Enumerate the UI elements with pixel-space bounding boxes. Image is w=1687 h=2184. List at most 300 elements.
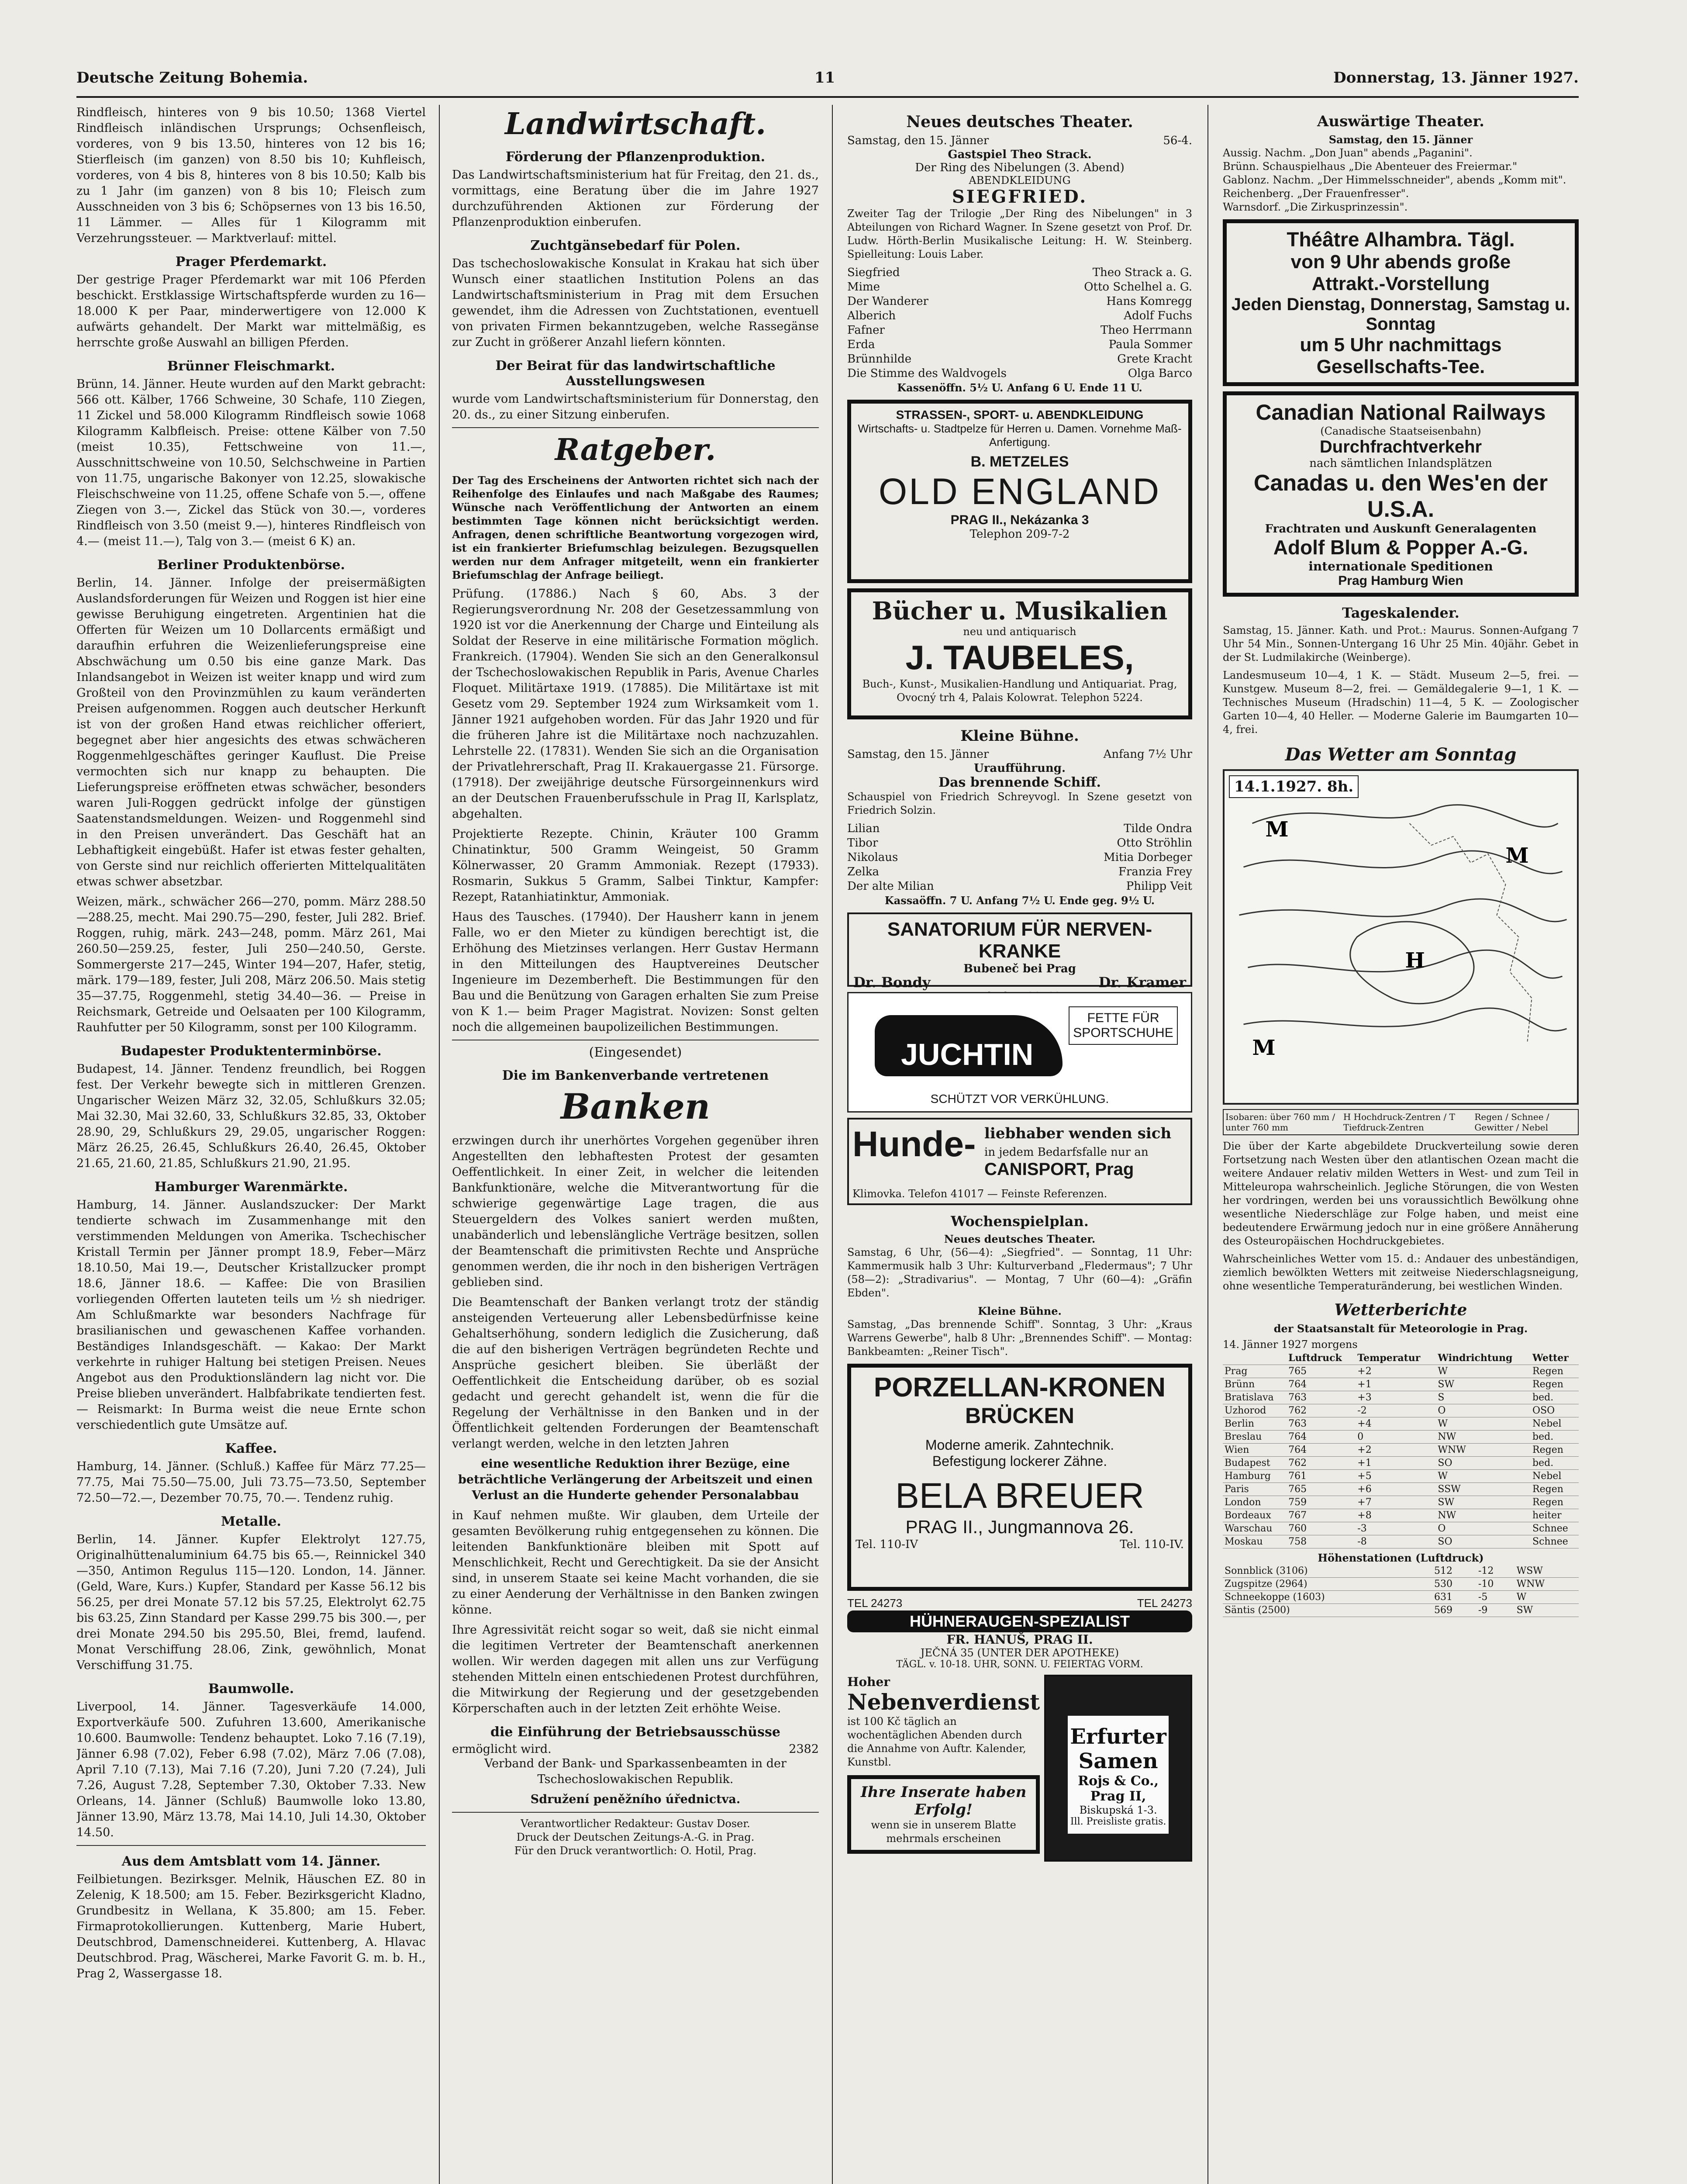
actor-name: Mitia Dorbeger xyxy=(1104,851,1192,864)
table-cell: 762 xyxy=(1287,1404,1356,1417)
weather-text: Die über der Karte abgebildete Druckverteilung sowie deren Fortsetzung nach Westen über den atlantischen Ozean macht die weitere Andauer relativ milden Wetters in West- und zum Teil in Mitteleuropa wahrscheinlich. Jegliche Störungen, die von Westen her vordringen, werden bei uns voraussichtlich Bewölkung ohne wesentliche Niederschläge zur Folge haben, und meist eine bedeutendere Erwärmung jedoch nur in eine größere Annäherung des Osteuropäischen Hochdruckgebietes. xyxy=(1223,1140,1579,1247)
ad-text: FETTE FÜR SPORTSCHUHE xyxy=(1069,1006,1178,1045)
table-row xyxy=(1223,1578,1579,1591)
table-row xyxy=(1223,1470,1579,1483)
table-cell: SW xyxy=(1515,1604,1579,1617)
ad-phone: Telephon 209-7-2 xyxy=(969,528,1070,541)
article-text: Das Landwirtschaftsministerium hat für Freitag, den 21. ds., vormittags, eine Beratung über die im Jahre 1927 durchzuführenden Aktionen zur Förderung der Pflanzenproduktion einberufen. xyxy=(452,168,819,229)
article-text: Landesmuseum 10—4, 1 K. — Städt. Museum 2—5, frei. — Kunstgew. Museum 8—2, frei. — Gemäldegalerie 9—1, 1 K. — Technisches Museum (Hradschin) 11—4, 5 K. — Zoologischer Garten 10—4, 40 Heller. — Moderne Galerie im Baumgarten 10—4, frei. xyxy=(1223,669,1579,736)
signature: Verband der Bank- und Sparkassenbeamten in der Tschechoslowakischen Republik. xyxy=(484,1757,787,1786)
actor-name: Adolf Fuchs xyxy=(1124,309,1192,322)
subheading: der Staatsanstalt für Meteorologie in Prag. xyxy=(1273,1322,1528,1335)
ad-number: 2382 xyxy=(789,1742,819,1756)
ad-text: Ihre Inserate haben Erfolg! xyxy=(860,1783,1027,1818)
doctor-name: Dr. Kramer xyxy=(1098,974,1186,991)
ad-text: Buch-, Kunst-, Musikalien-Handlung und Antiquariat. Prag, Ovocný trh 4, Palais Kolowrat. Telephon 5224. xyxy=(862,678,1177,704)
weather-table xyxy=(1223,1351,1579,1548)
section-heading: Baumwolle. xyxy=(208,1681,294,1697)
table-cell: 569 xyxy=(1432,1604,1477,1617)
box-office-times: Kassaöffn. 7 U. Anfang 7½ U. Ende geg. 9½ U. xyxy=(884,894,1155,907)
cast-row xyxy=(847,366,1192,381)
ad-text: um 5 Uhr nachmittags xyxy=(1300,334,1502,356)
table-cell: bed. xyxy=(1531,1457,1579,1470)
section-heading: Das Wetter am Sonntag xyxy=(1285,744,1517,765)
table-cell: Brünn xyxy=(1223,1378,1287,1391)
table-header-cell xyxy=(1223,1351,1287,1365)
subheading: Neues deutsches Theater. xyxy=(944,1233,1096,1245)
table-cell: S xyxy=(1436,1391,1531,1404)
legend-symbols: Regen / Schnee / Gewitter / Nebel xyxy=(1474,1112,1549,1133)
closing-text: ermöglicht wird. xyxy=(452,1742,552,1756)
ad-brand: JUCHTIN xyxy=(901,1037,1034,1071)
role-name: Fafner xyxy=(847,324,885,337)
guest-performance: Gastspiel Theo Strack. xyxy=(948,148,1092,161)
table-cell: +1 xyxy=(1356,1457,1436,1470)
ad-phone: Tel. 110-IV. xyxy=(1120,1538,1184,1551)
table-cell: SW xyxy=(1436,1496,1531,1509)
ad-brand: OLD ENGLAND xyxy=(878,471,1161,512)
table-row xyxy=(1223,1604,1579,1617)
table-cell: bed. xyxy=(1531,1431,1579,1444)
table-cell: WNW xyxy=(1515,1578,1579,1591)
ad-text: Moderne amerik. Zahntechnik. xyxy=(925,1437,1114,1453)
show-time: Anfang 7½ Uhr xyxy=(1103,748,1192,761)
map-date: 14.1.1927. 8h. xyxy=(1229,775,1359,798)
role-name: Die Stimme des Waldvogels xyxy=(847,367,1007,380)
ad-brand: Théâtre Alhambra. Tägl. xyxy=(1287,228,1515,251)
table-cell: -8 xyxy=(1356,1535,1436,1548)
table-row xyxy=(1223,1565,1579,1578)
ad-text: STRASSEN-, SPORT- u. ABENDKLEIDUNG xyxy=(896,408,1144,422)
cast-row xyxy=(847,294,1192,309)
ad-text: JEČNÁ 35 (UNTER DER APOTHEKE) xyxy=(920,1647,1119,1659)
table-cell: heiter xyxy=(1531,1509,1579,1522)
table-cell: +1 xyxy=(1356,1378,1436,1391)
cast-row xyxy=(847,879,1192,894)
ad-text: TÄGL. v. 10-18. UHR, SONN. U. FEIERTAG VORM. xyxy=(896,1659,1143,1670)
actor-name: Paula Sommer xyxy=(1108,338,1192,351)
ad-text: Wirtschafts- u. Stadtpelze für Herren u. Damen. Vornehme Maß-Anfertigung. xyxy=(858,422,1182,449)
article-emphasis: eine wesentliche Reduktion ihrer Bezüge, eine beträchtliche Verlängerung der Arbeitszeit und einen Verlust an die Hunderte gehender Personalabbau xyxy=(458,1457,813,1502)
svg-text:M: M xyxy=(1505,843,1529,868)
table-cell: SO xyxy=(1436,1457,1531,1470)
section-heading: Aus dem Amtsblatt vom 14. Jänner. xyxy=(121,1854,381,1869)
show-date: Samstag, den 15. Jänner xyxy=(1328,133,1473,146)
ad-doctors xyxy=(853,975,1186,990)
column-rule xyxy=(1207,105,1208,2184)
ad-text: Bubeneč bei Prag xyxy=(963,962,1076,975)
table-header-cell: Temperatur xyxy=(1356,1351,1436,1365)
ad-inserate xyxy=(847,1775,1040,1854)
ad-huehneraugen xyxy=(847,1596,1192,1670)
table-cell: Schnee xyxy=(1531,1535,1579,1548)
table-row xyxy=(1223,1522,1579,1535)
svg-text:H: H xyxy=(1405,948,1425,973)
section-heading: Kleine Bühne. xyxy=(960,727,1079,745)
ad-phones xyxy=(847,1596,1192,1610)
ad-nebenverdienst xyxy=(847,1675,1040,1862)
svg-text:M: M xyxy=(1252,1036,1276,1060)
role-name: Nikolaus xyxy=(847,851,898,864)
cast-row xyxy=(847,309,1192,323)
ad-text: Befestigung lockerer Zähne. xyxy=(932,1453,1107,1469)
cast-row xyxy=(847,266,1192,280)
closing-line xyxy=(452,1742,819,1756)
table-cell: 631 xyxy=(1432,1591,1477,1604)
table-cell: Regen xyxy=(1531,1496,1579,1509)
table-cell: Schneekoppe (1603) xyxy=(1223,1591,1432,1604)
table-cell: 764 xyxy=(1287,1444,1356,1457)
weather-forecast: Wahrscheinliches Wetter vom 15. d.: Andauer des unbeständigen, ziemlich bewölkten Wetters mit zeitweise Niederschlagsneigung, ohne wesentliche Temperaturänderung, bei westlichen Winden. xyxy=(1223,1253,1579,1292)
article-text: Der gestrige Prager Pferdemarkt war mit 106 Pferden beschickt. Erstklassige Wirtschaftspferde wurden zu 16—18.000 K per Paar, minderwertigere von 12.000 K aufwärts gehandelt. Der Markt war mittelmäßig, es herrschte große Auswahl an billigen Pferden. xyxy=(76,273,426,349)
article-text: Projektierte Rezepte. Chinin, Kräuter 100 Gramm Chinatinktur, 500 Gramm Weingeist, 50 Gramm Kölnerwasser, 20 Gramm Ammoniak. Rezept (17933). Rosmarin, Sukkus 5 Gramm, Salbei Tinktur, Kampfer: Rezept, Ratanhiatinktur, Ammoniak. xyxy=(452,827,819,904)
actor-name: Theo Strack a. G. xyxy=(1092,266,1192,279)
table-cell: WSW xyxy=(1515,1565,1579,1578)
table-cell: +8 xyxy=(1356,1509,1436,1522)
cast-row xyxy=(847,836,1192,850)
section-title: Banken xyxy=(560,1086,711,1127)
section-heading: Berliner Produktenbörse. xyxy=(157,557,345,573)
role-name: Mime xyxy=(847,280,880,294)
table-cell: -12 xyxy=(1477,1565,1515,1578)
table-cell: 763 xyxy=(1287,1391,1356,1404)
ad-address: PRAG II., Nekázanka 3 xyxy=(950,513,1089,527)
table-row xyxy=(1223,1365,1579,1378)
table-row xyxy=(1223,1404,1579,1417)
eingesendet-label: (Eingesendet) xyxy=(589,1045,682,1060)
table-row xyxy=(1223,1417,1579,1431)
table-cell: W xyxy=(1436,1470,1531,1483)
ad-old-england xyxy=(847,400,1192,583)
table-header-cell: Wetter xyxy=(1531,1351,1579,1365)
table-cell: Bratislava xyxy=(1223,1391,1287,1404)
table-cell: 759 xyxy=(1287,1496,1356,1509)
ad-phone: TEL 24273 xyxy=(1137,1597,1192,1610)
article-text: Weizen, märk., schwächer 266—270, pomm. März 288.50—288.25, mecht. Mai 290.75—290, fester, Juli 282. Brief. Roggen, ruhig, märk. 243—248, pomm. März 261, Mai 260.50—259.25, fester, Juli 250—240.50, Gerste. Sommergerste 217—245, Winter 194—207, Hafer, stetig, märk. 179—189, fester, Juli 208, März 206.50. Mais stetig 35—37.75, Roggenmehl, stetig 34.40—36. — Preise in Reichsmark, Getreide und Oelsaaten per 100 Kilogramm, Rauhfutter per 50 Kilogramm, sonst per 100 Kilogramm. xyxy=(76,895,426,1034)
ad-text: liebhaber wenden sich xyxy=(984,1125,1172,1142)
divider xyxy=(76,1845,426,1846)
article-text: Samstag, „Das brennende Schiff". Sonntag, 3 Uhr: „Kraus Warrens Gewerbe", halb 8 Uhr: „Brennendes Schiff". — Montag: Bankbeamten: „Reiner Tisch". xyxy=(847,1318,1192,1358)
section-heading: Brünner Fleischmarkt. xyxy=(167,359,335,374)
table-row xyxy=(1223,1591,1579,1604)
ad-brand: Nebenverdienst xyxy=(847,1689,1040,1715)
theatre-listing: Reichenberg. „Der Frauenfresser". xyxy=(1223,187,1409,200)
table-row xyxy=(1223,1444,1579,1457)
ad-text: Rojs & Co., Prag II, xyxy=(1078,1773,1159,1804)
header-date: Donnerstag, 13. Jänner 1927. xyxy=(1333,69,1579,86)
newspaper-page xyxy=(76,57,1579,2184)
article-text: Das tschechoslowakische Konsulat in Krakau hat sich über Wunsch einer staatlichen Institution Polens an das Landwirtschaftsministerium in Prag mit dem Ersuchen gewendet, ihm die Adressen von Zuchtstationen, eventuell von privaten Firmen bekanntzugeben, welche Rassegänse zur Zucht in größerer Anzahl liefern könnten. xyxy=(452,257,819,349)
section-title: Landwirtschaft. xyxy=(505,107,766,142)
actor-name: Tilde Ondra xyxy=(1124,822,1192,835)
role-name: Brünnhilde xyxy=(847,352,912,366)
ad-erfurter-samen xyxy=(1044,1675,1192,1862)
imprint: Druck der Deutschen Zeitungs-A.-G. in Prag. xyxy=(516,1831,755,1843)
table-cell: Regen xyxy=(1531,1365,1579,1378)
table-row xyxy=(1223,1391,1579,1404)
show-number: 56-4. xyxy=(1163,134,1192,147)
header-masthead: Deutsche Zeitung Bohemia. xyxy=(76,69,308,86)
table-cell: OSO xyxy=(1531,1404,1579,1417)
table-cell: +5 xyxy=(1356,1470,1436,1483)
box-office-times: Kassenöffn. 5½ U. Anfang 6 U. Ende 11 U. xyxy=(897,381,1142,394)
table-row xyxy=(1223,1483,1579,1496)
table-cell: O xyxy=(1436,1522,1531,1535)
show-date: Samstag, den 15. Jänner xyxy=(847,748,989,761)
table-cell: SO xyxy=(1436,1535,1531,1548)
table-cell: +2 xyxy=(1356,1444,1436,1457)
article-text: Berlin, 14. Jänner. Infolge der preisermäßigten Auslandsforderungen für Weizen und Roggen ist hier eine gewisse Beruhigung eingetreten. Argentinien hat die Offerten für Weizen um 10 Dollarcents ermäßigt und daraufhin erfuhren die Weizenlieferungspreise eine Abschwächung um 0.50 bis eine ganze Mark. Das Inlandsangebot in Weizen ist weiter knapp und wird zum Großteil von den Provinzmühlen zu kaum veränderten Preisen aufgenommen. Roggen auch deutscher Herkunft ist von der großen Hand etwas reichlicher offeriert, begegnet aber hier angesichts des etwas schwächeren Roggenmehlgeschäftes geringer Kauflust. Die Preise vermochten sich nur knapp zu behaupten. Die Lieferungspreise eröffneten etwas schwächer, besonders waren Juli-Roggen gedrückt infolge der günstigen Saatenstandsmeldungen. Weizen- und Roggenmehl sind in den Preisen unverändert. Das Geschäft hat an Lebhaftigkeit eingebüßt. Hafer ist etwas fester gehalten, von Gerste sind nur reichlich offerierten Mittelqualitäten etwas schwer absetzbar. xyxy=(76,576,426,888)
ad-row xyxy=(847,1675,1192,1862)
show-date: Samstag, den 15. Jänner xyxy=(847,134,989,147)
table-cell: SW xyxy=(1436,1378,1531,1391)
role-name: Erda xyxy=(847,338,875,351)
imprint: Für den Druck verantwortlich: O. Hotil, Prag. xyxy=(514,1845,757,1857)
table-cell: Prag xyxy=(1223,1365,1287,1378)
table-cell: 758 xyxy=(1287,1535,1356,1548)
table-cell: Regen xyxy=(1531,1444,1579,1457)
article-text: Berlin, 14. Jänner. Kupfer Elektrolyt 127.75, Originalhüttenaluminium 64.75 bis 65.—, Reinnickel 340—350, Antimon Regulus 115—120. London, 14. Jänner. (Geld, Ware, Kurs.) Kupfer, Standard per Kasse 56.12 bis 56.25, per drei Monate 57.12 bis 57.25, Elektrolyt 62.75 bis 63.25, Zinn Standard per Kasse 299.75 bis 300.—, per drei Monate 294.50 bis 295.50, Blei, fremd, laufend. Monat Verschiffung 28.06, Zink, gewöhnlich, Monat Verschiffung 31.75. xyxy=(76,1533,426,1672)
table-caption: 14. Jänner 1927 morgens xyxy=(1223,1338,1358,1351)
ad-text: Ill. Preisliste gratis. xyxy=(1070,1816,1166,1827)
ad-text: Klimovka. Telefon 41017 — Feinste Referenzen. xyxy=(852,1188,1107,1200)
legend-centers: H Hochdruck-Zentren / T Tiefdruck-Zentren xyxy=(1343,1112,1455,1133)
premiere-label: Uraufführung. xyxy=(973,762,1066,775)
table-cell: +6 xyxy=(1356,1483,1436,1496)
table-row xyxy=(1223,1509,1579,1522)
table-cell: +3 xyxy=(1356,1391,1436,1404)
table-cell: W xyxy=(1515,1591,1579,1604)
column-rule xyxy=(439,105,440,2184)
role-name: Lilian xyxy=(847,822,880,835)
ad-text: Canadas u. den Wes'en der U.S.A. xyxy=(1253,470,1548,522)
article-text: Ihre Agressivität reicht sogar so weit, daß sie nicht einmal die legitimen Vertreter der Beamtenschaft anerkennen wollen. Wir werden dagegen mit allen uns zur Verfügung stehenden Mitteln einen entschiedenen Protest durchführen, die Mitwirkung der Regierung und der gesetzgebenden Körperschaften auch in der letzten Zeit erhöhte Weise. xyxy=(452,1623,819,1715)
table-cell: Uzhorod xyxy=(1223,1404,1287,1417)
ad-text: ist 100 Kč täglich an wochentäglichen Abenden durch die Annahme von Auftr. Kalender, Kunstbl. xyxy=(847,1715,1026,1768)
table-cell: SSW xyxy=(1436,1483,1531,1496)
ad-phone: Tel. 110-IV xyxy=(856,1538,918,1551)
table-cell: -3 xyxy=(1356,1522,1436,1535)
ad-text: FR. HANUŠ, PRAG II. xyxy=(946,1632,1093,1647)
play-description: Zweiter Tag der Trilogie „Der Ring des Nibelungen" in 3 Abteilungen von Richard Wagner. In Szene gesetzt von Prof. Dr. Ludw. Hörth-Berlin Musikalische Leitung: H. W. Steinberg. Spielleitung: Louis Laber. xyxy=(847,207,1192,260)
table-cell: 767 xyxy=(1287,1509,1356,1522)
table-cell: Zugspitze (2964) xyxy=(1223,1578,1432,1591)
article-text: Brünn, 14. Jänner. Heute wurden auf den Markt gebracht: 566 ott. Kälber, 1766 Schweine, 30 Schafe, 110 Ziegen, 11 Zickel und 58.000 Kilogramm Rindfleisch sowie 1068 Kilogramm Kalbfleisch. Preise: ottene Kälber von 7.50 (meist 10.35), Fettschweine von 11.—, Ausschnittschweine von 10.50, Selchschweine in Partien von 11.75, ungarische Bakonyer von 12.25, slowakische Fleischschweine von 11.25, offene Schafe von 5.—, offene Ziegen von 3.—, Zickel das Stück von 30.—, vorderes Rindfleisch von 3.50 (meist 9.—), hinteres Rindfleisch von 4.— (meist 11.—), Talg von 3.— (meist 6 K) an. xyxy=(76,377,426,548)
cast-row xyxy=(847,822,1192,836)
ad-text: Gesellschafts-Tee. xyxy=(1316,356,1485,377)
actor-name: Hans Komregg xyxy=(1106,295,1192,308)
ad-text: B. METZELES xyxy=(970,453,1069,470)
ad-phones xyxy=(856,1538,1184,1552)
table-cell: 764 xyxy=(1287,1431,1356,1444)
table-cell: 530 xyxy=(1432,1578,1477,1591)
svg-text:M: M xyxy=(1265,817,1289,842)
table-cell: 763 xyxy=(1287,1417,1356,1431)
ad-text: Frachtraten und Auskunft Generalagenten xyxy=(1265,522,1537,536)
cast-row xyxy=(847,338,1192,352)
divider xyxy=(452,427,819,428)
table-cell: Breslau xyxy=(1223,1431,1287,1444)
article-text: Hamburg, 14. Jänner. Auslandszucker: Der Markt tendierte schwach im Zusammenhange mit den verstimmenden Meldungen von Amerika. Tschechischer Kristall Termin per Jänner prompt 18.9, Feber—März 18.10.50, Mai 19.—, Deutscher Kristallzucker prompt 18.6, Jänner 18.6. — Kaffee: Die von Brasilien vorliegenden Offerten lauteten teils um ½ sh niedriger. Am Schlußmarkte war besonders Nachfrage für brasilianischen und gewaschenen Kaffee vorhanden. Beständiges Inlandsgeschäft. — Kakao: Der Markt verkehrte in ruhiger Haltung bei stetigen Preisen. Neues Angebot aus den Produktionsländern lag nicht vor. Die Preise blieben unverändert. Halbfabrikate tendierten fest. — Reismarkt: In Burma weist die neue Ernte schon verschiedentlich gute Umsätze auf. xyxy=(76,1198,426,1432)
cast-list xyxy=(847,822,1192,894)
table-cell: 760 xyxy=(1287,1522,1356,1535)
ad-text: CANISPORT, Prag xyxy=(984,1160,1134,1179)
section-heading: Tageskalender. xyxy=(1342,605,1459,621)
signature: Sdružení peněžního úřednictva. xyxy=(530,1793,741,1806)
actor-name: Franzia Frey xyxy=(1118,865,1192,878)
ad-text: BRÜCKEN xyxy=(965,1403,1074,1428)
table-header-cell: Luftdruck xyxy=(1287,1351,1356,1365)
table-cell: Bordeaux xyxy=(1223,1509,1287,1522)
section-heading: Neues deutsches Theater. xyxy=(906,113,1133,131)
table-cell: Säntis (2500) xyxy=(1223,1604,1432,1617)
table-cell: W xyxy=(1436,1417,1531,1431)
ad-text: internationale Speditionen xyxy=(1308,559,1493,574)
subheading: Höhenstationen (Luftdruck) xyxy=(1318,1552,1484,1564)
divider xyxy=(452,1812,819,1813)
table-row xyxy=(1223,1431,1579,1444)
section-heading: Hamburger Warenmärkte. xyxy=(154,1179,348,1195)
table-cell: 765 xyxy=(1287,1483,1356,1496)
isobar-map-icon xyxy=(1225,771,1577,1103)
article-text: Die Beamtenschaft der Banken verlangt trotz der ständig ansteigenden Verteuerung aller Lebensbedürfnisse keine Gehaltserhöhung, sondern lediglich die Zusicherung, daß die auf den bisherigen Verträgen begründeten Rechte und Ansprüche gesichert bleiben. Sie überläßt der Oeffentlichkeit die Entscheidung darüber, ob es sozial gedacht und gerecht gehandelt ist, wenn die für die Regelung der Verhältnisse in den Banken und in der Öffentlichkeit geltenden Forderungen der Beamtenschaft verlangt werden, welche in den letzten Jahren xyxy=(452,1296,819,1451)
article-text: Budapest, 14. Jänner. Tendenz freundlich, bei Roggen fest. Der Verkehr bewegte sich in mittleren Grenzen. Ungarischer Weizen März 32, 32.05, Schlußkurs 32.05; Mai 32.30, Mai 32.60, 33, Schlußkurs 32.85, 33, Oktober 28.90, 29, Schlußkurs 29, 29.05, ungarischer Roggen: März 26.25, 26.45, Schlußkurs 26.40, 26.45, Oktober 21.65, 21.60, 21.85, Schlußkurs 21.90, 21.95. xyxy=(76,1062,426,1170)
table-cell: Nebel xyxy=(1531,1417,1579,1431)
ad-taubeles xyxy=(847,588,1192,719)
table-cell: London xyxy=(1223,1496,1287,1509)
ad-panel xyxy=(1068,1716,1169,1834)
column-rule xyxy=(832,105,833,2184)
article-text: Rindfleisch, hinteres von 9 bis 10.50; 1368 Viertel Rindfleisch inländischen Ursprungs; Ochsenfleisch, vorderes, von 9 bis 13.50, hinteres von 12 bis 16; Stierfleisch (im ganzen) von 8.50 bis 10; Kuhfleisch, vorderes, von 4 bis 8, hinteres von 8 bis 10.50; Kalb bis zu 1 Jahr (im ganzen) von 8 bis 10; Fleisch zum Ausschneiden von 3 bis 6; Schöpsernes von 13 bis 16.50, 11 Lämmer. — Alles für 1 Kilogramm mit Verzehrungssteuer. — Marktverlauf: mittel. xyxy=(76,106,426,245)
dress-code: ABENDKLEIDUNG xyxy=(969,174,1071,187)
table-cell: bed. xyxy=(1531,1391,1579,1404)
table-cell: +4 xyxy=(1356,1417,1436,1431)
article-text: Samstag, 15. Jänner. Kath. und Prot.: Maurus. Sonnen-Aufgang 7 Uhr 54 Min., Sonnen-Untergang 16 Uhr 25 Min. 40jähr. Gebet in der St. Ludmilakirche (Weinberge). xyxy=(1223,624,1579,663)
ad-text: wenn sie in unserem Blatte mehrmals erscheinen xyxy=(871,1819,1016,1845)
table-cell: Paris xyxy=(1223,1483,1287,1496)
ad-text: (Canadische Staatseisenbahn) xyxy=(1320,425,1481,437)
header-page-number: 11 xyxy=(814,69,835,86)
ad-brand: Adolf Blum & Popper A.-G. xyxy=(1273,536,1528,559)
subheading: Kleine Bühne. xyxy=(978,1305,1062,1317)
ad-brand: Hunde- xyxy=(852,1124,976,1164)
weather-map xyxy=(1223,769,1579,1105)
table-cell: W xyxy=(1436,1365,1531,1378)
section-heading: Kaffee. xyxy=(225,1441,277,1456)
ad-address: PRAG II., Jungmannova 26. xyxy=(905,1517,1134,1537)
ad-phone: TEL 24273 xyxy=(847,1597,903,1610)
table-row xyxy=(1223,1535,1579,1548)
theatre-listing: Brünn. Schauspielhaus „Die Abenteuer des Freiermar." xyxy=(1223,160,1518,173)
table-cell: 761 xyxy=(1287,1470,1356,1483)
table-cell: Nebel xyxy=(1531,1470,1579,1483)
ad-canisport xyxy=(847,1118,1192,1205)
table-cell: Sonnblick (3106) xyxy=(1223,1565,1432,1578)
cast-row xyxy=(847,352,1192,366)
ad-slogan: SCHÜTZT VOR VERKÜHLUNG. xyxy=(930,1092,1109,1106)
ad-brand: BELA BREUER xyxy=(895,1476,1144,1516)
ad-sanatorium xyxy=(847,912,1192,991)
play-title: SIEGFRIED. xyxy=(952,187,1088,207)
imprint: Verantwortlicher Redakteur: Gustav Doser. xyxy=(521,1818,750,1830)
section-heading: Wetterberichte xyxy=(1334,1301,1467,1319)
section-heading: Metalle. xyxy=(221,1514,281,1529)
legend-isobars: Isobaren: über 760 mm / unter 760 mm xyxy=(1225,1112,1335,1133)
section-heading: die Einführung der Betriebsausschüsse xyxy=(490,1724,780,1740)
section-heading: Die im Bankenverbande vertretenen xyxy=(502,1068,769,1083)
theatre-listing: Aussig. Nachm. „Don Juan" abends „Paganini". xyxy=(1223,147,1473,159)
column-weather xyxy=(1223,105,1579,1617)
cast-row xyxy=(847,323,1192,338)
section-heading: Der Beirat für das landwirtschaftliche Ausstellungswesen xyxy=(495,358,776,389)
cast-row xyxy=(847,865,1192,879)
ad-canadian-railways xyxy=(1223,391,1579,597)
ad-alhambra xyxy=(1223,219,1579,386)
table-cell: 765 xyxy=(1287,1365,1356,1378)
play-description: Schauspiel von Friedrich Schreyvogl. In Szene gesetzt von Friedrich Solzin. xyxy=(847,791,1192,816)
table-row xyxy=(1223,1378,1579,1391)
role-name: Alberich xyxy=(847,309,896,322)
ad-text: nach sämtlichen Inlandsplätzen xyxy=(1309,457,1492,470)
article-text: erzwingen durch ihr unerhörtes Vorgehen gegenüber ihren Angestellten den lebhaftesten Protest der gesamten Oeffentlichkeit. In einer Zeit, in welcher die leitenden Bankfunktionäre, welche die Mitverantwortung für die schwierige gegenwärtige Lage tragen, die aus Steuergeldern des Volkes saniert werden mußten, unabänderlich und lebenslängliche Verträge besitzen, sollen der Beamtenschaft die primitivsten Rechte und Ansprüche genommen werden, die ihr noch in den bisherigen Verträgen geblieben sind. xyxy=(452,1134,819,1289)
mountain-table xyxy=(1223,1565,1579,1617)
table-cell: 764 xyxy=(1287,1378,1356,1391)
article-text: Samstag, 6 Uhr, (56—4): „Siegfried". — Sonntag, 11 Uhr: Kammermusik halb 3 Uhr: Kulturverband „Fledermaus"; 7 Uhr (58—2): „Stradivarius". — Montag, 7 Uhr (60—4): „Gräfin Ebden". xyxy=(847,1246,1192,1299)
section-heading: Zuchtgänsebedarf für Polen. xyxy=(530,238,741,253)
table-cell: 512 xyxy=(1432,1565,1477,1578)
ad-text: von 9 Uhr abends große xyxy=(1290,251,1511,273)
actor-name: Otto Ströhlin xyxy=(1117,836,1192,850)
ad-text: Hoher xyxy=(847,1675,890,1689)
cast-list xyxy=(847,266,1192,381)
doctor-name: Dr. Bondy xyxy=(853,974,931,991)
ad-brand: Canadian National Railways xyxy=(1256,400,1546,425)
ad-text: Jeden Dienstag, Donnerstag, Samstag u. Sonntag xyxy=(1231,295,1570,334)
table-cell: NW xyxy=(1436,1509,1531,1522)
table-cell: -2 xyxy=(1356,1404,1436,1417)
actor-name: Theo Herrmann xyxy=(1101,324,1192,337)
table-cell: 762 xyxy=(1287,1457,1356,1470)
table-cell: Moskau xyxy=(1223,1535,1287,1548)
table-cell: -10 xyxy=(1477,1578,1515,1591)
table-cell: 0 xyxy=(1356,1431,1436,1444)
actor-name: Philipp Veit xyxy=(1126,880,1192,893)
table-cell: Warschau xyxy=(1223,1522,1287,1535)
article-text: Feilbietungen. Bezirksger. Melnik, Häuschen EZ. 80 in Zelenig, K 18.500; am 15. Feber. Bezirksgericht Kladno, Grundbesitz in Wellana, K 35.800; am 15. Feber. Firmaprotokollierungen. Kuttenberg, Marie Hubert, Deutschbrod, Damenschneiderei. Kuttenberg, A. Hlavac Deutschbrod. Prag, Wäscherei, Marke Favorit G. m. b. H., Prag 2, Wassergasse 18. xyxy=(76,1873,426,1980)
table-cell: Berlin xyxy=(1223,1417,1287,1431)
article-intro: Der Tag des Erscheinens der Antworten richtet sich nach der Reihenfolge des Einlaufes und nach Maßgabe des Raumes; Wünsche nach Veröffentlichung der Antworten an einem bestimmten Tage können nicht berücksichtigt werden. Anfragen, denen schriftliche Beantwortung vorgezogen wird, ist ein frankierter Briefumschlag beizulegen. Bezugsquellen werden nur dem Anfrager mitgeteilt, wenn ein frankierter Briefumschlag der Anfrage beiliegt. xyxy=(452,474,819,581)
article-text: Prüfung. (17886.) Nach § 60, Abs. 3 der Regierungsverordnung Nr. 208 der Gesetzessammlung von 1920 ist vor die Anerkennung der Charge und Einteilung als Soldat der Reserve in eine militärische Formation möglich. Frankreich. (17904). Wenden Sie sich an den Generalkonsul der Tschechoslowakischen Republik in Paris, Avenue Charles Floquet. Militärtaxe 1919. (17885). Die Militärtaxe ist mit Gesetz vom 29. September 1924 zum Wirksamkeit vom 1. Jänner 1921 aufgehoben worden. Für das Jahr 1920 und für die früheren Jahre ist die Militärtaxe noch nachzuzahlen. Lehrstelle 22. (17831). Wenden Sie sich an die Organisation der Privatlehrerschaft, Prag II. Krakauergasse 21. Fürsorge. (17918). Der zweijährige deutsche Fürsorgeinnenkurs wird an der Deutschen Frauenberufsschule in Prag II, Karlsplatz, abgehalten. xyxy=(452,587,819,821)
role-name: Der alte Milian xyxy=(847,880,934,893)
ad-text: Bücher u. Musikalien xyxy=(872,597,1168,625)
table-row xyxy=(1223,1457,1579,1470)
play-title: Das brennende Schiff. xyxy=(938,775,1101,790)
ad-brand: J. TAUBELES, xyxy=(905,638,1134,677)
role-name: Der Wanderer xyxy=(847,295,928,308)
table-cell: Hamburg xyxy=(1223,1470,1287,1483)
article-text: Hamburg, 14. Jänner. (Schluß.) Kaffee für März 77.25—77.75, Mai 75.50—75.00, Juli 73.75—73.50, September 72.50—72.—, Dezember 70.75, 70.—. Tendenz ruhig. xyxy=(76,1460,426,1505)
column-theatre-ads xyxy=(847,105,1192,1862)
theatre-listing: Gablonz. Nachm. „Der Himmelsschneider", abends „Komm mit". xyxy=(1223,174,1566,186)
ad-porzellan xyxy=(847,1364,1192,1591)
table-cell: Schnee xyxy=(1531,1522,1579,1535)
show-date-row xyxy=(847,747,1192,762)
cast-row xyxy=(847,280,1192,294)
ad-text: Biskupská 1-3. xyxy=(1079,1804,1157,1816)
actor-name: Grete Kracht xyxy=(1117,352,1192,366)
article-text: Liverpool, 14. Jänner. Tagesverkäufe 14.000, Exportverkäufe 500. Zufuhren 13.600, Amerikanische 10.600. Baumwolle: Tendenz behauptet. Loko 7.16 (7.19), Jänner 6.98 (7.02), Feber 6.98 (7.02), März 7.06 (7.08), April 7.10 (7.13), Mai 7.16 (7.20), Juni 7.20 (7.24), Juli 7.26, August 7.28, September 7.30, Oktober 7.33. New Orleans, 14. Jänner (Schluß) Baumwolle loko 13.80, Jänner 13.90, März 13.78, Mai 14.10, Juli 14.30, Oktober 14.50. xyxy=(76,1700,426,1839)
map-legend xyxy=(1223,1109,1579,1135)
